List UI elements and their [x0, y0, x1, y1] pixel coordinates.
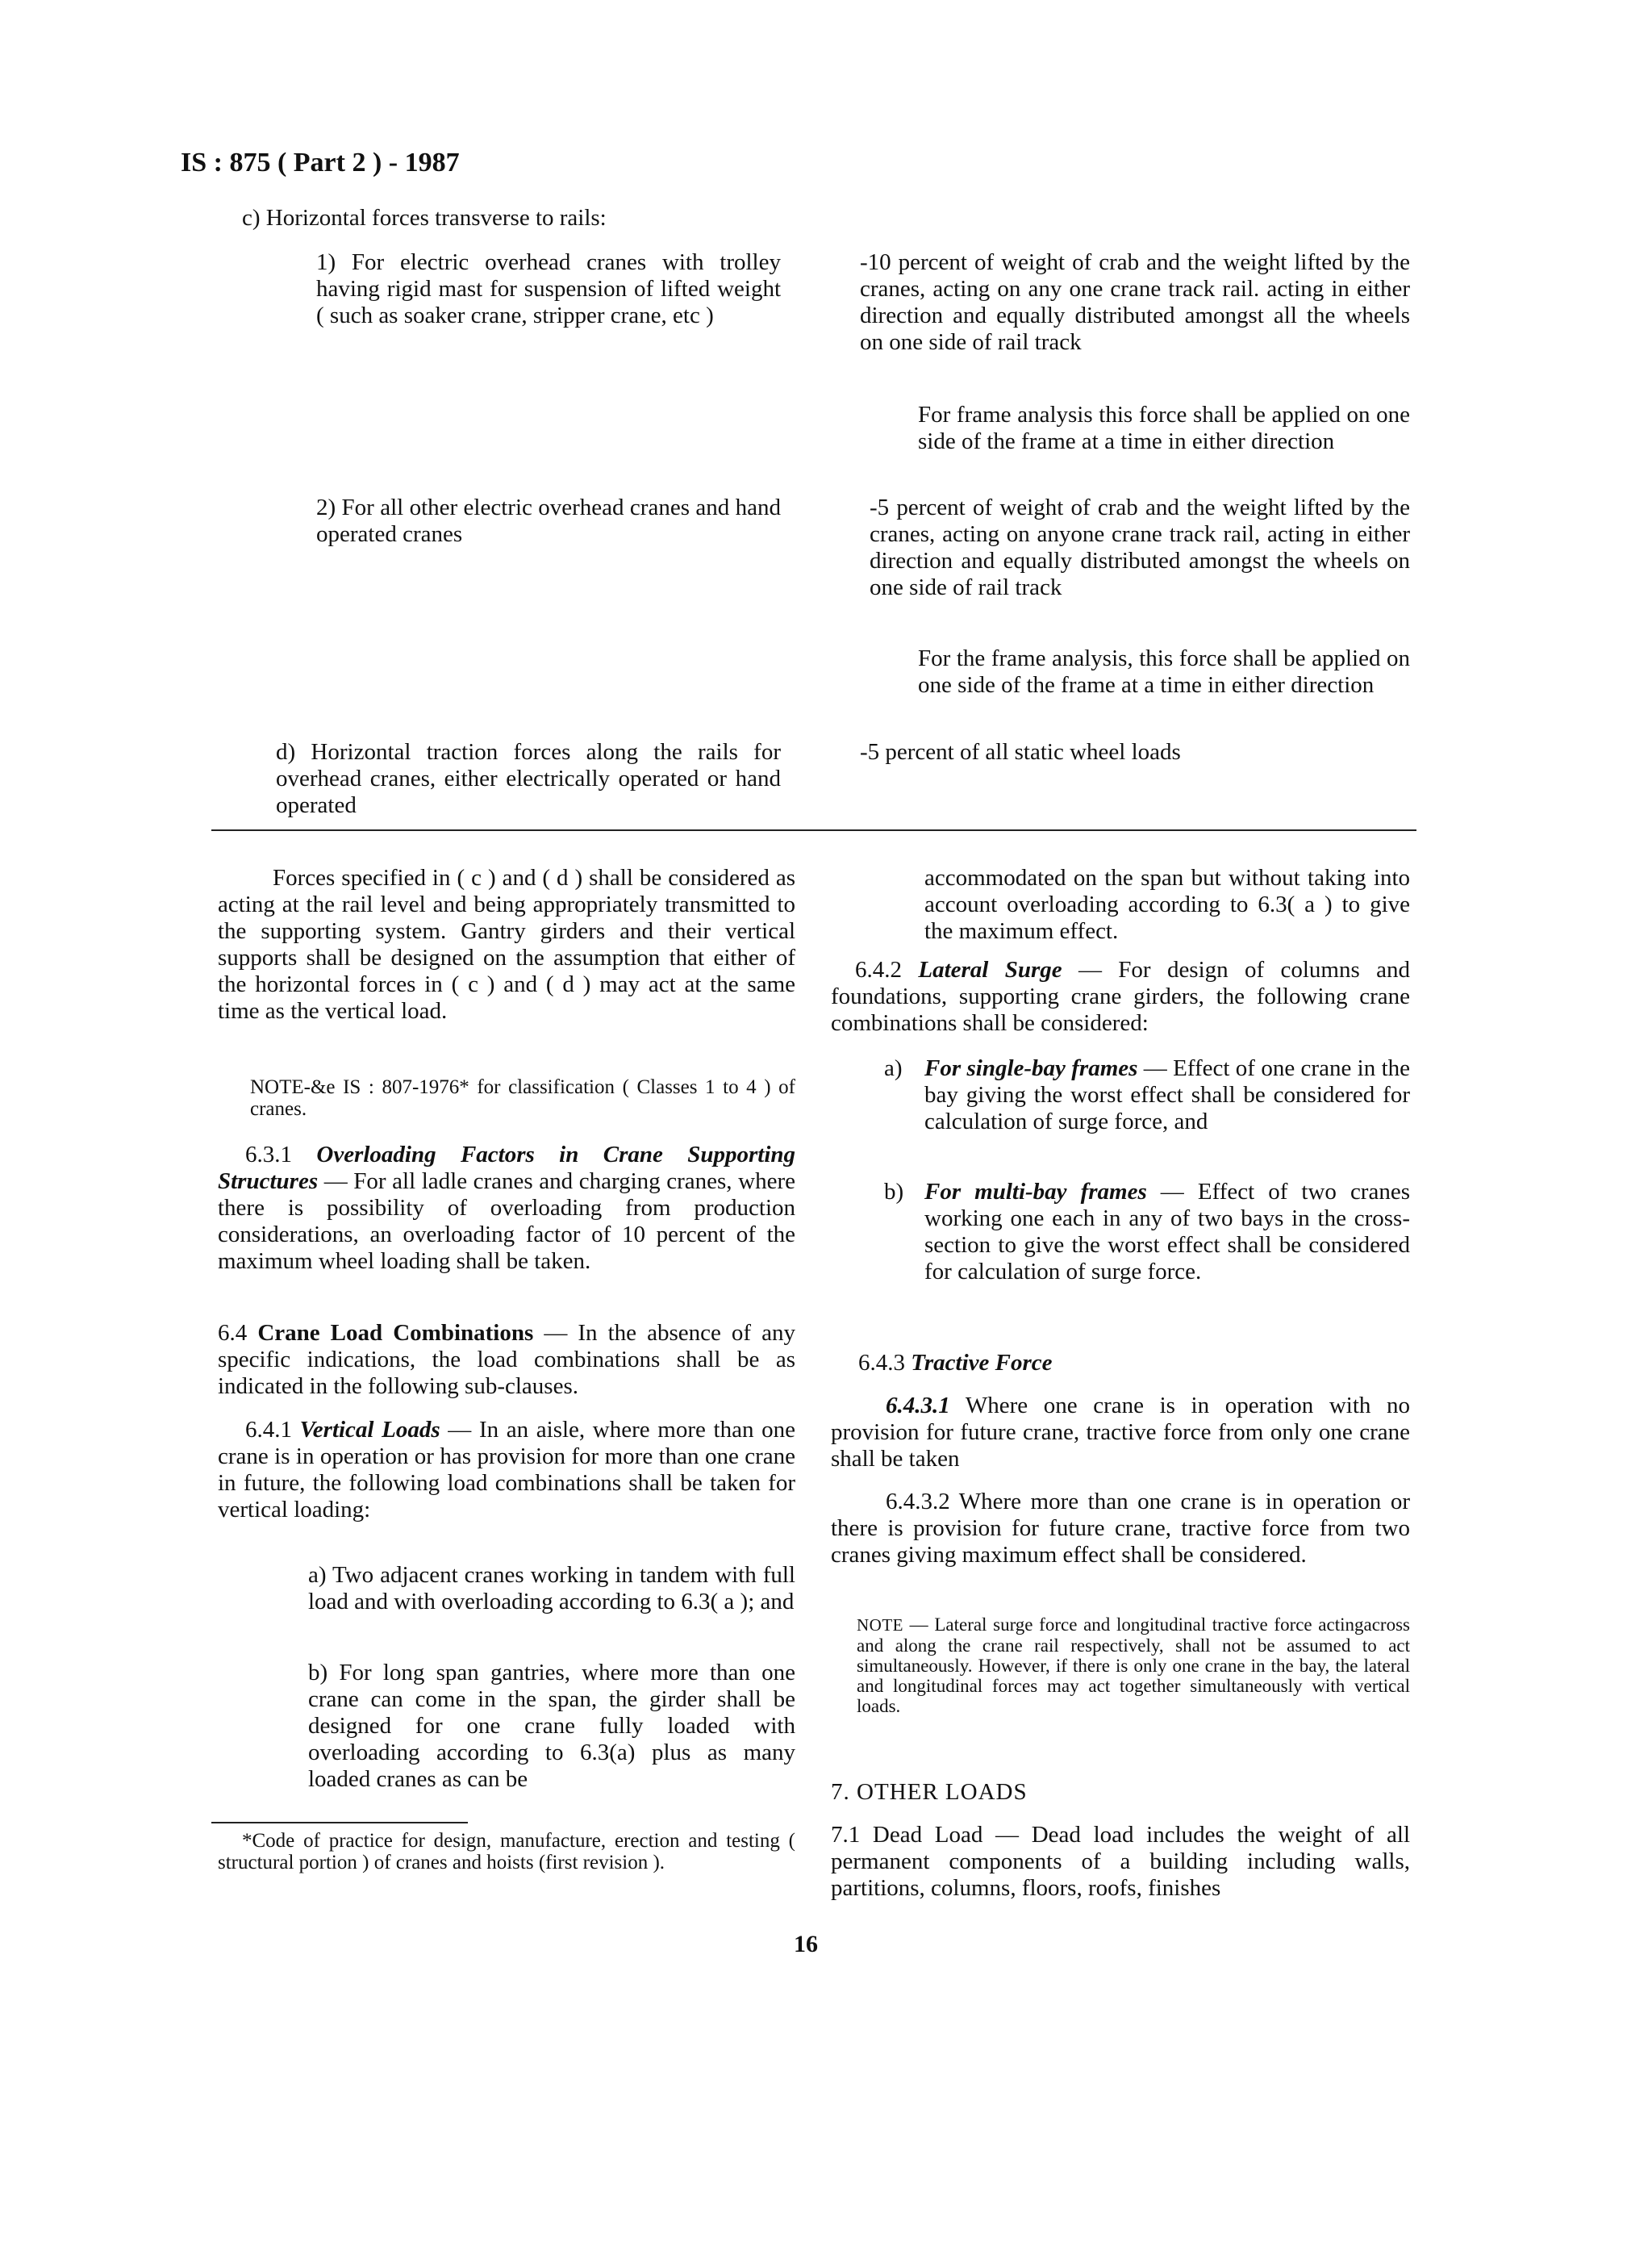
item-b-text: — Effect of two cranes working one each in any of two bays in the cross-section to give the worst effect shall be considered for calculation of surge force.	[924, 1179, 1410, 1284]
table-c1-right-note: For frame analysis this force shall be applied on one side of the frame at a time in either direction	[918, 402, 1410, 454]
section-6-4-2-number: 6.4.2	[855, 957, 902, 983]
table-d-right: -5 percent of all static wheel loads	[860, 739, 1181, 765]
table-c1-right: -10 percent of weight of crab and the weight lifted by the cranes, acting on any one crane track rail. acting in either direction and equally distributed amongst all the wheels on one side of rail track	[860, 249, 1410, 355]
section-6-4-3-number: 6.4.3	[858, 1350, 905, 1376]
document-header: IS : 875 ( Part 2 ) - 1987	[181, 148, 460, 178]
section-6-4-3-1-number: 6.4.3.1	[886, 1393, 950, 1418]
lateral-surge-item-b	[884, 1179, 1410, 1285]
section-6-3-1-number: 6.3.1	[245, 1142, 292, 1167]
section-6-4-1-title: Vertical Loads	[299, 1417, 440, 1443]
footnote: *Code of practice for design, manufacture, erection and testing ( structural portion ) of cranes and hoists (first revision ).	[218, 1830, 795, 1873]
section-6-4-3-1	[831, 1393, 1410, 1472]
section-6-4-text: — In the absence of any specific indications, the load combinations shall be as indicated in the following sub-clauses.	[218, 1320, 796, 1399]
section-6-4-3-2: 6.4.3.2 Where more than one crane is in operation or there is provision for future crane, tractive force from two cranes giving maximum effect shall be considered.	[831, 1489, 1410, 1568]
table-c2-left: 2) For all other electric overhead cranes and hand operated cranes	[316, 495, 781, 547]
table-c2-right: -5 percent of weight of crab and the weight lifted by the cranes, acting on anyone crane track rail, acting in either direction and equally distributed amongst the wheels on one side of rail track	[870, 495, 1410, 600]
item-a-title: For single-bay frames	[924, 1055, 1138, 1081]
left-paragraph-forces: Forces specified in ( c ) and ( d ) shall be considered as acting at the rail level and being appropriately transmitted to the supporting system. Gantry girders and their vertical supports shall be designed on the assumption that either of the horizontal forces in ( c ) and ( d ) may act at the same time as the vertical load.	[218, 865, 795, 1024]
section-6-4-2	[831, 957, 1410, 1037]
table-bottom-rule	[211, 829, 1416, 831]
section-7-1-number: 7.1	[831, 1822, 861, 1848]
page-number: 16	[794, 1931, 818, 1957]
item-b-label: b)	[884, 1179, 904, 1205]
section-6-4	[218, 1320, 795, 1400]
left-note-classification: NOTE-&e IS : 807-1976* for classification ( Classes 1 to 4 ) of cranes.	[250, 1076, 795, 1120]
note-label: NOTE	[857, 1615, 903, 1635]
section-7-heading: 7. OTHER LOADS	[831, 1779, 1028, 1805]
footnote-rule	[211, 1822, 468, 1823]
section-6-4-1-text: — In an aisle, where more than one crane is in operation or has provision for more than one crane in future, the following load combinations shall be taken for vertical loading:	[218, 1417, 795, 1522]
table-c1-left: 1) For electric overhead cranes with trolley having rigid mast for suspension of lifted weight ( such as soaker crane, stripper crane, etc )	[316, 249, 781, 328]
section-6-4-2-title: Lateral Surge	[918, 957, 1062, 983]
section-6-4-title: Crane Load Combinations	[257, 1320, 534, 1346]
section-6-3-1	[218, 1142, 795, 1275]
section-6-4-3	[858, 1350, 1410, 1376]
section-6-4-3-title: Tractive Force	[911, 1350, 1053, 1376]
item-a-label: a)	[884, 1055, 903, 1081]
section-7-1-text: — Dead load includes the weight of all permanent components of a building including walls, partitions, columns, floors, roofs, finishes	[831, 1822, 1410, 1901]
section-6-3-1-text: — For all ladle cranes and charging cranes, where there is possibility of overloading from production considerations, an overloading factor of 10 percent of the maximum wheel loading shall be taken.	[218, 1168, 795, 1274]
section-7-1-title: Dead Load	[872, 1822, 983, 1848]
section-6-3-1-title: Overloading Factors in Crane Supporting Structures	[218, 1142, 796, 1194]
item-b-title: For multi-bay frames	[924, 1179, 1147, 1205]
table-c-heading: c) Horizontal forces transverse to rails:	[242, 205, 607, 231]
section-6-4-1	[218, 1417, 795, 1523]
section-6-4-2-text: — For design of columns and foundations, supporting crane girders, the following crane combinations shall be considered:	[831, 957, 1410, 1036]
item-a-text: — Effect of one crane in the bay giving the worst effect shall be considered for calculation of surge force, and	[924, 1055, 1411, 1134]
vertical-loads-item-a: a) Two adjacent cranes working in tandem with full load and with overloading according to 6.3( a ); and	[308, 1562, 795, 1614]
lateral-surge-item-a	[884, 1055, 1411, 1135]
vertical-loads-item-b: b) For long span gantries, where more than one crane can come in the span, the girder shall be designed for one crane fully loaded with overloading according to 6.3(a) plus as many loaded cranes as can be	[308, 1660, 795, 1792]
table-c2-right-note: For the frame analysis, this force shall be applied on one side of the frame at a time in either direction	[918, 645, 1410, 698]
note-text: — Lateral surge force and longitudinal tractive force actingacross and along the crane rail respectively, shall not be assumed to act simultaneously. However, if there is only one crane in the bay, the lateral and longitudinal forces may act together simultaneously with vertical loads.	[857, 1614, 1410, 1716]
table-d-left: d) Horizontal traction forces along the rails for overhead cranes, either electrically operated or hand operated	[276, 739, 781, 818]
section-7-1	[831, 1822, 1410, 1902]
section-6-4-3-1-text: Where one crane is in operation with no provision for future crane, tractive force from only one crane shall be taken	[831, 1393, 1410, 1472]
section-6-4-number: 6.4	[218, 1320, 248, 1346]
right-note-surge	[857, 1614, 1410, 1716]
right-continuation: accommodated on the span but without taking into account overloading according to 6.3( a ) to give the maximum effect.	[924, 865, 1410, 944]
section-6-4-1-number: 6.4.1	[245, 1417, 292, 1443]
